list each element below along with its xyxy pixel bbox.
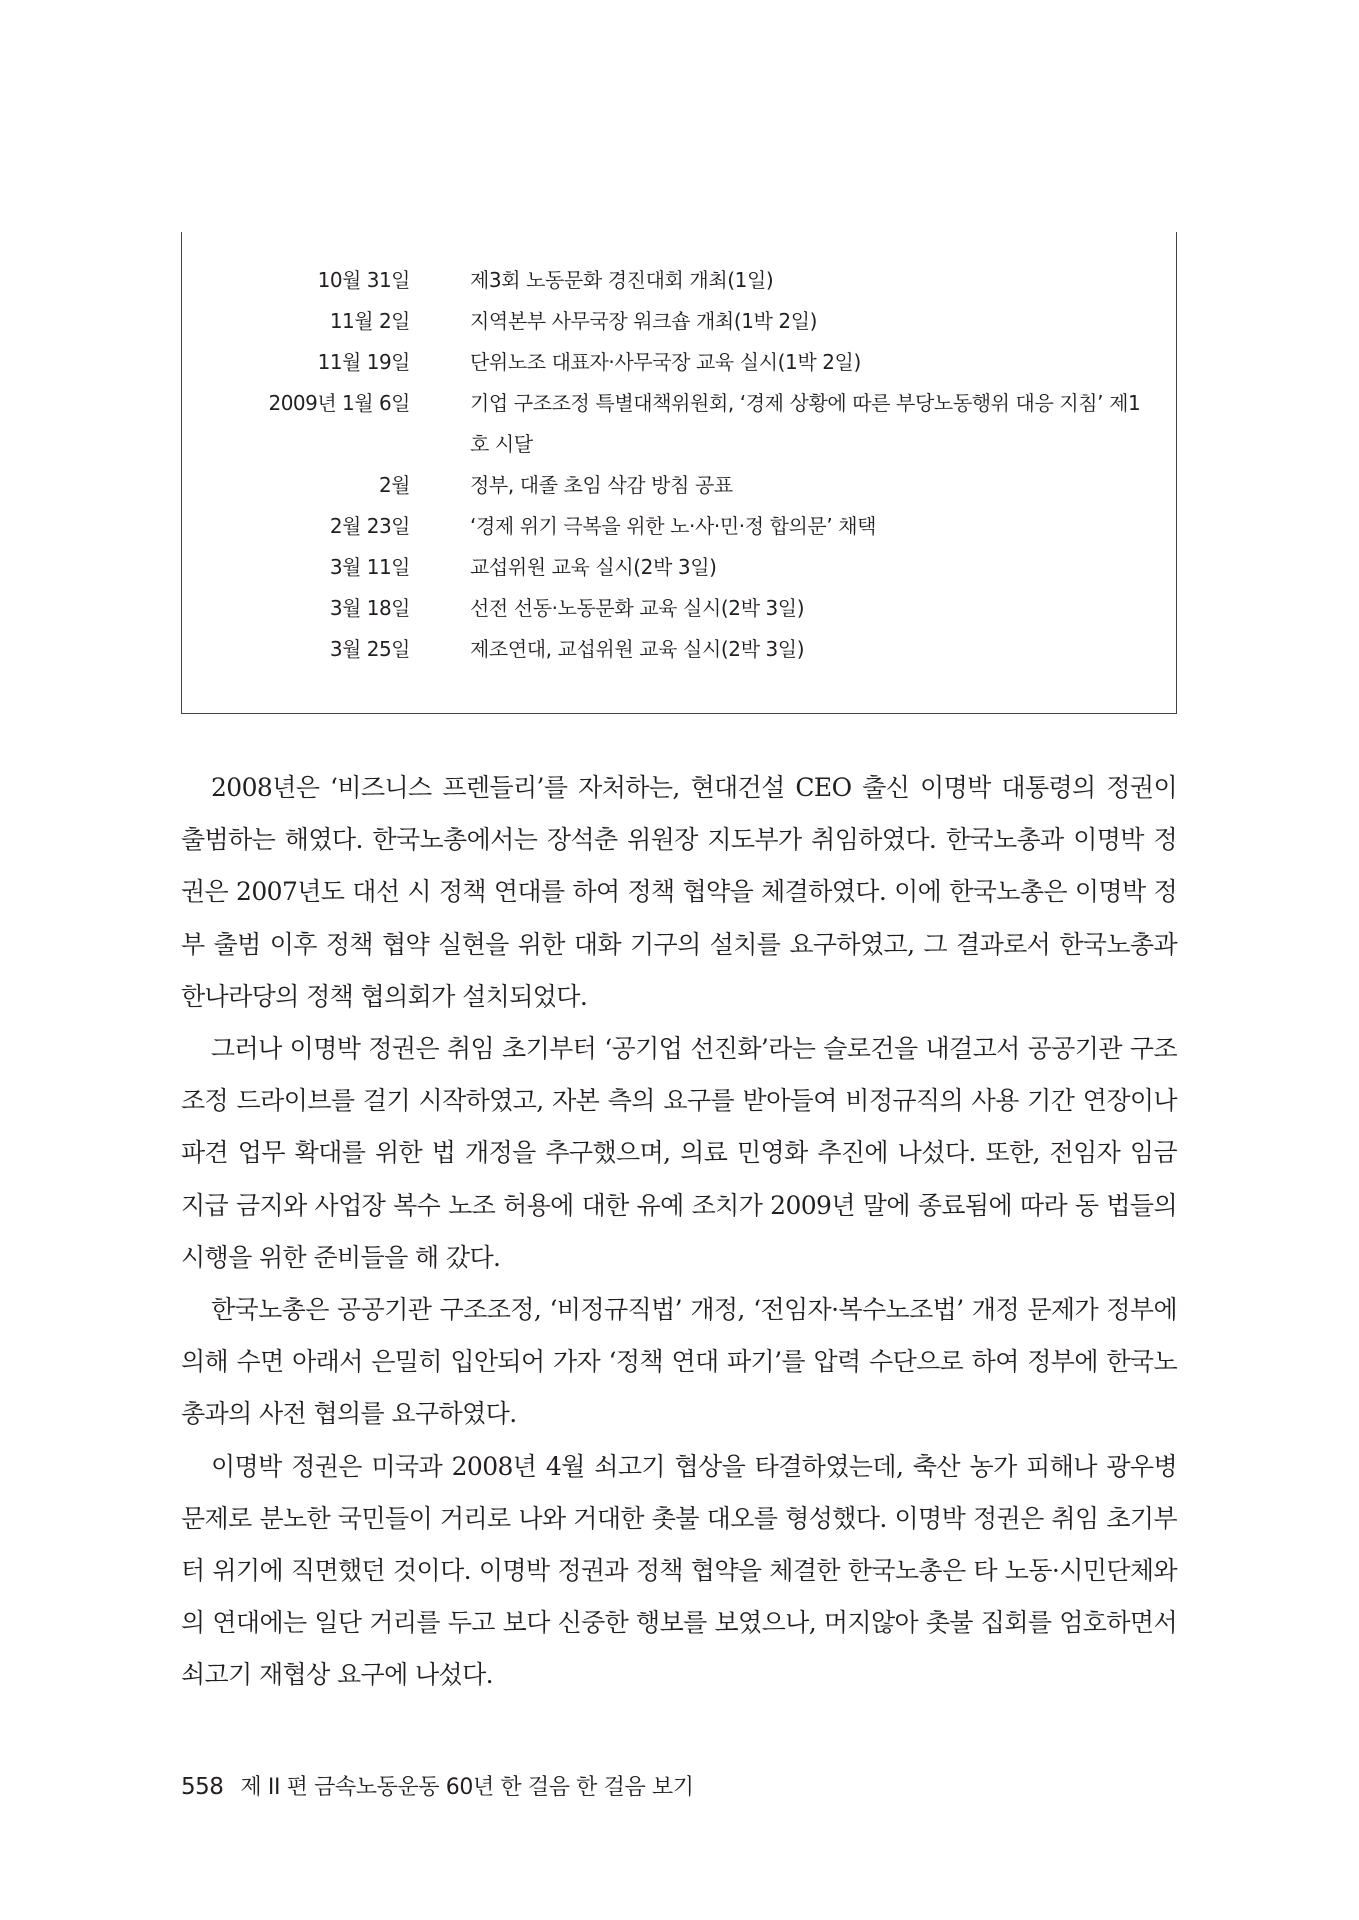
body-text — [181, 762, 1177, 1702]
timeline-row — [182, 301, 1176, 342]
timeline-date: 3월 25일 — [329, 637, 410, 661]
page-number: 558 — [181, 1774, 224, 1800]
timeline-event: 정부, 대졸 초임 삭감 방침 공표 — [470, 473, 733, 497]
timeline-event: 기업 구조조정 특별대책위원회, ‘경제 상황에 따른 부당노동행위 대응 지침’ 제1호 시달 — [470, 391, 1141, 456]
timeline-row — [182, 506, 1176, 547]
body-paragraph: 2008년은 ‘비즈니스 프렌들리’를 자처하는, 현대건설 CEO 출신 이명박 대통령의 정권이 출범하는 해였다. 한국노총에서는 장석춘 위원장 지도부가 취임하였다. 한국노총과 이명박 정권은 2007년도 대선 시 정책 연대를 하여 정책 협약을 체결하였다. 이에 한국노총은 이명박 정부 출범 이후 정책 협약 실현을 위한 대화 기구의 설치를 요구하였고, 그 결과로서 한국노총과 한나라당의 정책 협의회가 설치되었다. — [181, 773, 1177, 1011]
timeline-event: 교섭위원 교육 실시(2박 3일) — [470, 555, 717, 579]
body-paragraph: 한국노총은 공공기관 구조조정, ‘비정규직법’ 개정, ‘전임자·복수노조법’ 개정 문제가 정부에 의해 수면 아래서 은밀히 입안되어 가자 ‘정책 연대 파기’를 압력 수단으로 하여 정부에 한국노총과의 사전 협의를 요구하였다. — [181, 1295, 1177, 1429]
body-paragraph: 이명박 정권은 미국과 2008년 4월 쇠고기 협상을 타결하였는데, 축산 농가 피해나 광우병 문제로 분노한 국민들이 거리로 나와 거대한 촛불 대오를 형성했다. 이명박 정권은 취임 초기부터 위기에 직면했던 것이다. 이명박 정권과 정책 협약을 체결한 한국노총은 타 노동·시민단체와의 연대에는 일단 거리를 두고 보다 신중한 행보를 보였으나, 머지않아 촛불 집회를 엄호하면서 쇠고기 재협상 요구에 나섰다. — [181, 1451, 1177, 1690]
timeline-row — [182, 629, 1176, 670]
timeline-event: 단위노조 대표자·사무국장 교육 실시(1박 2일) — [470, 350, 861, 374]
timeline-event: ‘경제 위기 극복을 위한 노·사·민·정 합의문’ 채택 — [470, 514, 877, 538]
timeline-row — [182, 588, 1176, 629]
timeline-date: 3월 11일 — [329, 555, 410, 579]
timeline-row — [182, 547, 1176, 588]
page-footer — [181, 1772, 694, 1803]
timeline-date: 11월 2일 — [329, 309, 410, 333]
timeline-list — [182, 260, 1176, 670]
timeline-row — [182, 465, 1176, 506]
timeline-row — [182, 260, 1176, 301]
timeline-date: 2월 — [378, 473, 410, 497]
timeline-date: 3월 18일 — [329, 596, 410, 620]
timeline-date: 2월 23일 — [329, 514, 410, 538]
timeline-event: 제3회 노동문화 경진대회 개최(1일) — [470, 268, 774, 292]
timeline-date: 11월 19일 — [317, 350, 410, 374]
timeline-event: 선전 선동·노동문화 교육 실시(2박 3일) — [470, 596, 805, 620]
timeline-row — [182, 383, 1176, 465]
timeline-box — [181, 232, 1177, 714]
timeline-event: 지역본부 사무국장 워크숍 개최(1박 2일) — [470, 309, 818, 333]
body-paragraph: 그러나 이명박 정권은 취임 초기부터 ‘공기업 선진화’라는 슬로건을 내걸고서 공공기관 구조조정 드라이브를 걸기 시작하였고, 자본 측의 요구를 받아들여 비정규직의 사용 기간 연장이나 파견 업무 확대를 위한 법 개정을 추구했으며, 의료 민영화 추진에 나섰다. 또한, 전임자 임금 지급 금지와 사업장 복수 노조 허용에 대한 유예 조치가 2009년 말에 종료됨에 따라 동 법들의 시행을 위한 준비들을 해 갔다. — [181, 1034, 1177, 1272]
timeline-date: 2009년 1월 6일 — [268, 391, 410, 415]
section-title: 제 II 편 금속노동운동 60년 한 걸음 한 걸음 보기 — [240, 1775, 694, 1800]
timeline-row — [182, 342, 1176, 383]
timeline-date: 10월 31일 — [317, 268, 410, 292]
timeline-event: 제조연대, 교섭위원 교육 실시(2박 3일) — [470, 637, 805, 661]
